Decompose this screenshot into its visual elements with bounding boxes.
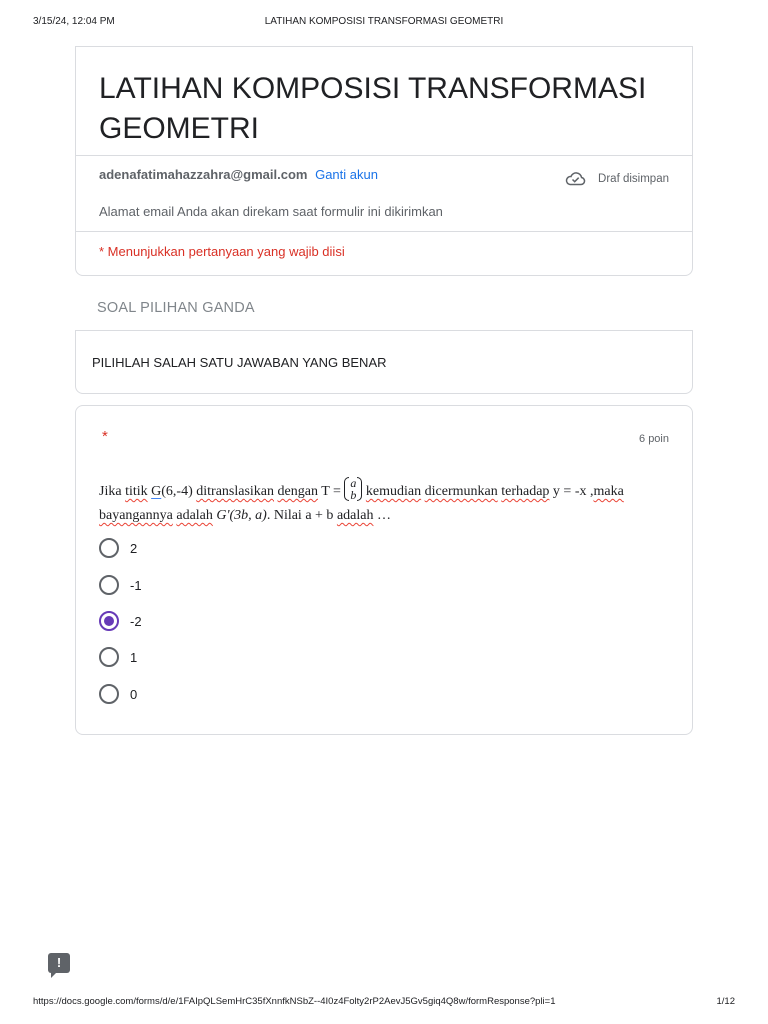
- option-label: 1: [130, 649, 138, 665]
- vector-bottom: b: [350, 487, 357, 502]
- option-label: 0: [130, 686, 138, 702]
- feedback-glyph: !: [56, 955, 62, 970]
- account-row: [99, 167, 378, 182]
- required-note: * Menunjukkan pertanyaan yang wajib diisi: [99, 244, 345, 259]
- question-points: 6 poin: [639, 433, 669, 445]
- question-math: G'(3b, a): [216, 508, 267, 523]
- report-issue-icon[interactable]: [48, 953, 70, 973]
- question-word: adalah: [176, 508, 213, 523]
- print-date: 3/15/24, 12:04 PM: [33, 16, 115, 27]
- option-label: 2: [130, 540, 138, 556]
- option-radio[interactable]: [99, 574, 142, 596]
- vector-top: a: [350, 475, 357, 490]
- radio-button[interactable]: [99, 575, 119, 595]
- form-title: LATIHAN KOMPOSISI TRANSFORMASI GEOMETRI: [99, 72, 647, 145]
- cloud-check-icon: [565, 171, 586, 186]
- question-word: terhadap: [501, 484, 550, 499]
- radio-button[interactable]: [99, 647, 119, 667]
- form-header-card: [75, 46, 693, 276]
- draft-status-label: Draf disimpan: [598, 172, 669, 185]
- option-radio[interactable]: [99, 537, 137, 559]
- email-record-note: Alamat email Anda akan direkam saat formulir ini dikirimkan: [99, 204, 443, 219]
- question-word: dicermunkan: [424, 484, 498, 499]
- question-word: …: [373, 508, 391, 523]
- question-word: G: [151, 484, 162, 499]
- question-word: (6,-4): [161, 484, 193, 499]
- draft-status: [565, 171, 669, 186]
- translation-vector: [344, 477, 362, 501]
- print-title: LATIHAN KOMPOSISI TRANSFORMASI GEOMETRI: [264, 16, 504, 27]
- question-word: kemudian: [365, 484, 422, 499]
- question-word: adalah: [336, 508, 374, 523]
- question-text: [99, 475, 671, 528]
- question-word: T =: [321, 484, 341, 499]
- switch-account-link[interactable]: Ganti akun: [315, 167, 378, 182]
- section-instruction: PILIHLAH SALAH SATU JAWABAN YANG BENAR: [92, 355, 387, 370]
- page-url: https://docs.google.com/forms/d/e/1FAIpQLSemHrC35fXnnfkNSbZ--4I0z4Folty2rP2AevJ5Gv5giq4Q8w/formResponse?pli=1: [33, 996, 556, 1007]
- option-radio-selected[interactable]: [99, 610, 142, 632]
- divider: [76, 155, 692, 156]
- section-title: SOAL PILIHAN GANDA: [97, 300, 255, 316]
- option-label: -2: [130, 613, 142, 629]
- question-card: [75, 405, 693, 735]
- divider: [76, 231, 692, 232]
- radio-button-checked[interactable]: [99, 611, 119, 631]
- section-description-card: [75, 330, 693, 394]
- radio-button[interactable]: [99, 538, 119, 558]
- question-word: ditranslasikan: [196, 484, 275, 499]
- account-email: adenafatimahazzahra@gmail.com: [99, 167, 308, 182]
- question-word: maka: [593, 484, 624, 499]
- option-radio[interactable]: [99, 683, 137, 705]
- option-label: -1: [130, 577, 142, 593]
- required-marker: *: [102, 428, 108, 445]
- question-word: dengan: [277, 484, 318, 499]
- question-word: . Nilai a + b: [266, 508, 334, 523]
- radio-button[interactable]: [99, 684, 119, 704]
- option-radio[interactable]: [99, 646, 137, 668]
- question-word: Jika: [99, 484, 122, 499]
- question-word: y = -x ,: [552, 484, 594, 499]
- page-number: 1/12: [716, 996, 735, 1007]
- question-word: titik: [125, 484, 148, 499]
- question-word: bayangannya: [99, 508, 173, 523]
